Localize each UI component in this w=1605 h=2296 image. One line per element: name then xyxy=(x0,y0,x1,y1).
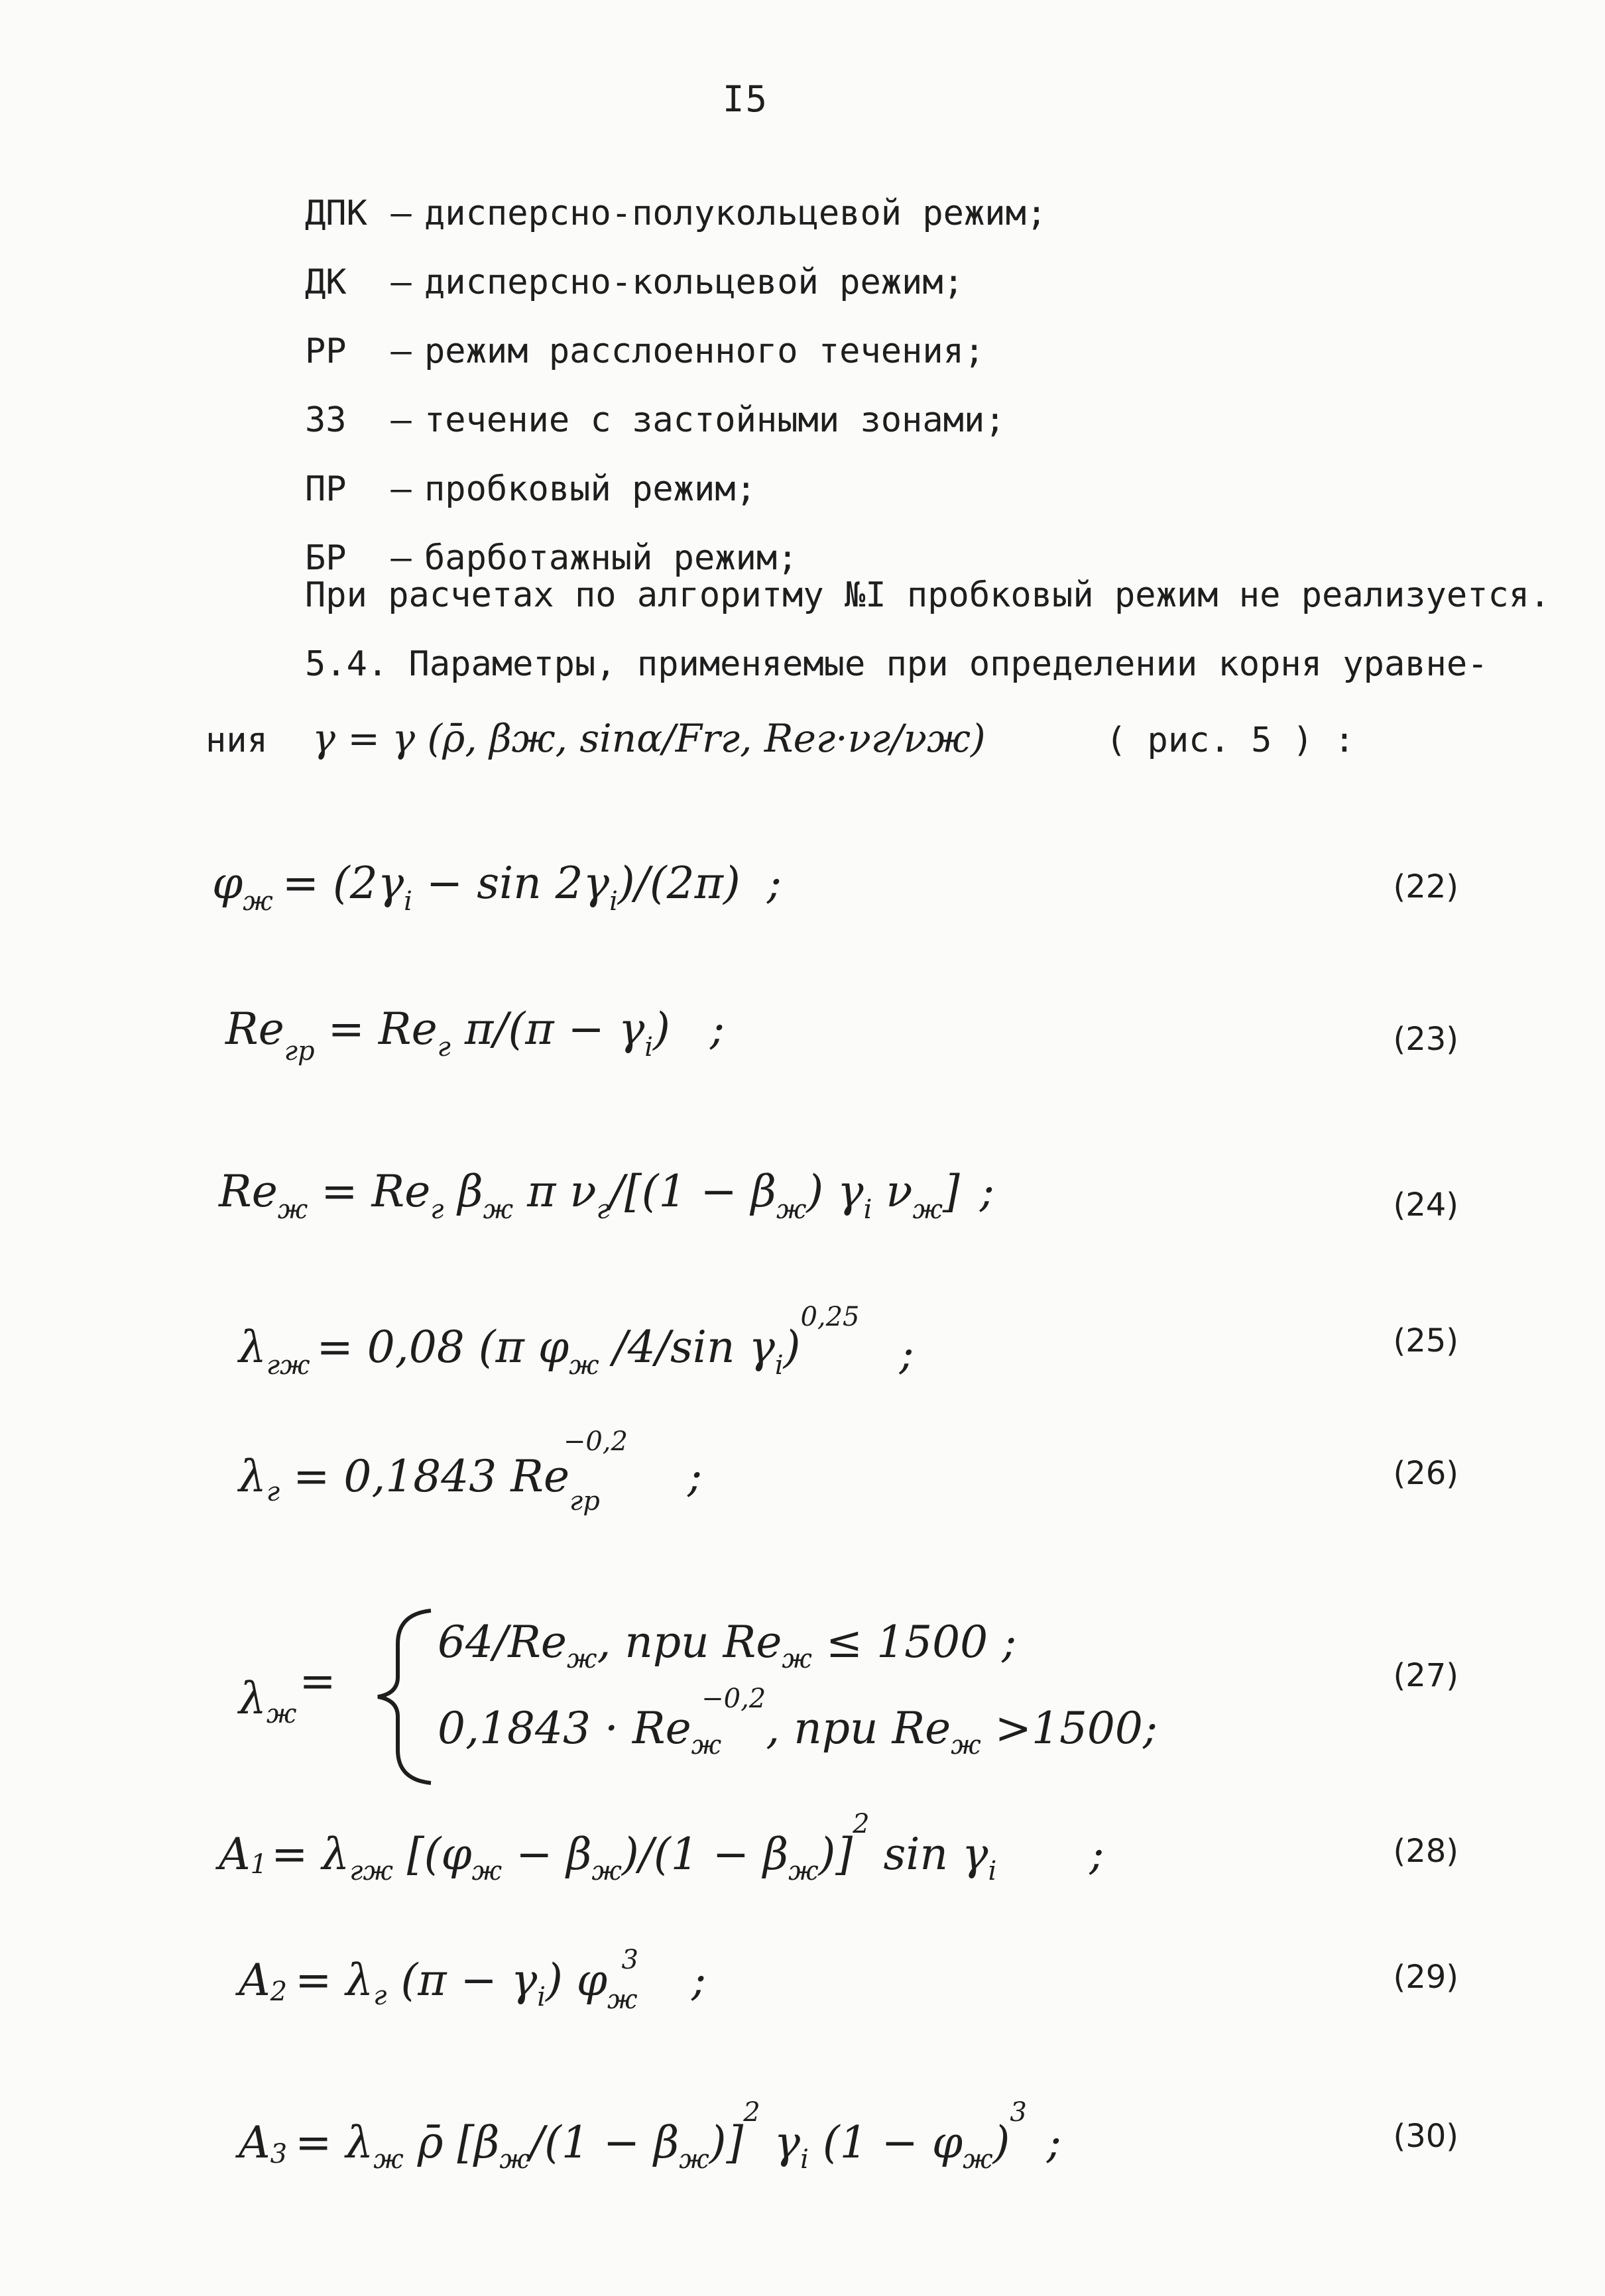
section-prefix: ния xyxy=(206,720,268,760)
abbreviation-dash: – xyxy=(390,469,412,509)
page-number: I5 xyxy=(723,78,769,120)
equation-30 xyxy=(199,2081,1458,2207)
abbreviation-text: барботажный режим; xyxy=(424,538,798,578)
abbreviation-code: ЗЗ xyxy=(305,400,347,440)
equation-28-formula xyxy=(199,1796,1326,1909)
equation-number: (22) xyxy=(1393,868,1458,905)
equation-25 xyxy=(199,1292,1458,1399)
equation-27-formula xyxy=(199,1591,1392,1790)
abbreviation-text: дисперсно-кольцевой режим; xyxy=(424,262,964,302)
equation-24-formula xyxy=(199,1147,1193,1253)
abbreviation-row xyxy=(305,455,1047,524)
algorithm-note: При расчетах по алгоритму №I пробковый режим не реализуется. xyxy=(305,575,1551,615)
svg-text:A3= λж ρ̄ [βж/(1 − βж)]2 γi (1: $A3 = \lambda_ж$ ρ̄ $[\beta_ж/(1 - \beta_ж)]^2$ $\gamma_i$ $(1 - \varphi_ж)^3$; xyxy=(239,2097,1062,2175)
equation-number: (30) xyxy=(1393,2118,1458,2155)
svg-text:Reж= Reг βж π νг/[(1 − βж) γi: $Re_ж = Re_г$ $\beta_ж$ π $\nu_г/[(1 - \beta_ж)$ $\gamma_i$ $\nu_ж$] ; xyxy=(219,1166,994,1225)
equation-22 xyxy=(199,842,1458,928)
equation-27 xyxy=(199,1591,1458,1790)
abbreviation-dash: – xyxy=(390,194,412,233)
equation-30-formula xyxy=(199,2081,1260,2207)
abbreviation-row xyxy=(305,317,1047,386)
abbreviation-code: РР xyxy=(305,331,347,371)
equation-26-formula xyxy=(199,1418,1193,1531)
equation-26 xyxy=(199,1418,1458,1531)
equation-29 xyxy=(199,1929,1458,2035)
svg-text:A2= λг (π − γi) φж3;: $A2 = \lambda_г$ $(\pi - \gamma_i)$ $\varphi_ж3$ ; xyxy=(239,1945,707,2015)
equation-28 xyxy=(199,1796,1458,1909)
equation-number: (29) xyxy=(1393,1959,1458,1996)
equation-number: (23) xyxy=(1393,1021,1458,1058)
abbreviation-code: ДПК xyxy=(305,194,367,233)
abbreviation-code: ПР xyxy=(305,469,347,509)
equation-29-formula xyxy=(199,1929,1193,2035)
brace-icon xyxy=(378,1611,431,1783)
equation-number: (27) xyxy=(1393,1657,1458,1694)
abbreviation-row xyxy=(305,386,1047,455)
abbreviation-dash: – xyxy=(390,331,412,371)
svg-text:λж=: $\lambda_ж=$ xyxy=(239,1656,336,1729)
abbreviation-dash: – xyxy=(390,262,412,302)
equation-number: (25) xyxy=(1393,1322,1458,1359)
svg-text:λг= 0,1843 Reгр−0,2;: $\lambda_г = 0,1843$ $Re_{гр}-0,2$; xyxy=(239,1426,703,1517)
abbreviation-text: режим расслоенного течения; xyxy=(424,331,985,371)
root-equation: γ = γ (ρ̄, βж, sinα/Frг, Reг·νг/νж) xyxy=(312,716,986,761)
svg-text:64/Reж, при Reж ≤ 1500 ;: $64/Re_ж$, при $Re_ж \le 1500$ ; xyxy=(438,1617,1017,1674)
svg-text:0,1843 · Reж−0,2, при Reж >150: $0,1843 \cdot Re_ж-0,2$, при $Re_ж >1500$; xyxy=(438,1684,1158,1760)
abbreviation-text: течение с застойными зонами; xyxy=(424,400,1006,440)
figure-reference: ( рис. 5 ) : xyxy=(1105,720,1355,760)
abbreviation-code: ДК xyxy=(305,262,347,302)
equation-number: (26) xyxy=(1393,1455,1458,1492)
section-heading-continuation xyxy=(206,716,1355,761)
svg-text:A1= λгж [(φж − βж)/(1 − βж)]2: $A1= \lambda_{гж}$ $[(\varphi_ж - \beta_ж)/(1 - \beta_ж)]^2$ $\sin \gamma_i$ ; xyxy=(219,1809,1104,1886)
section-heading: 5.4. Параметры, применяемые при определении корня уравне- xyxy=(305,644,1488,684)
equation-24 xyxy=(199,1147,1458,1253)
svg-text:φж= (2γi − sin 2γi)/(2π);: $\varphi_ж = (2\gamma_i - \sin 2\gamma_i)/(2\pi)$ ; xyxy=(212,858,782,917)
abbreviation-row xyxy=(305,179,1047,248)
abbreviation-text: дисперсно-полукольцевой режим; xyxy=(424,194,1047,233)
abbreviation-list xyxy=(305,179,1047,593)
equation-23-formula xyxy=(199,988,1193,1087)
equation-number: (28) xyxy=(1393,1833,1458,1870)
equation-22-formula xyxy=(199,842,1193,928)
equation-25-formula xyxy=(199,1292,1193,1399)
abbreviation-text: пробковый режим; xyxy=(424,469,756,509)
equation-23 xyxy=(199,988,1458,1087)
svg-text:Reгр= Reг π/(π − γi);: $Re_{гр} = Re_г$ $\pi/(\pi - \gamma_i)$ ; xyxy=(225,1004,725,1066)
abbreviation-code: БР xyxy=(305,538,347,578)
abbreviation-dash: – xyxy=(390,400,412,440)
abbreviation-dash: – xyxy=(390,538,412,578)
equation-number: (24) xyxy=(1393,1186,1458,1224)
abbreviation-row xyxy=(305,248,1047,317)
svg-text:λгж= 0,08 (π φж /4/sin γi)0,25: $\lambda_{гж} = 0,08$ (π $\varphi_ж$ /4/sin $\gamma_i)^{0,25}$; xyxy=(239,1302,914,1381)
